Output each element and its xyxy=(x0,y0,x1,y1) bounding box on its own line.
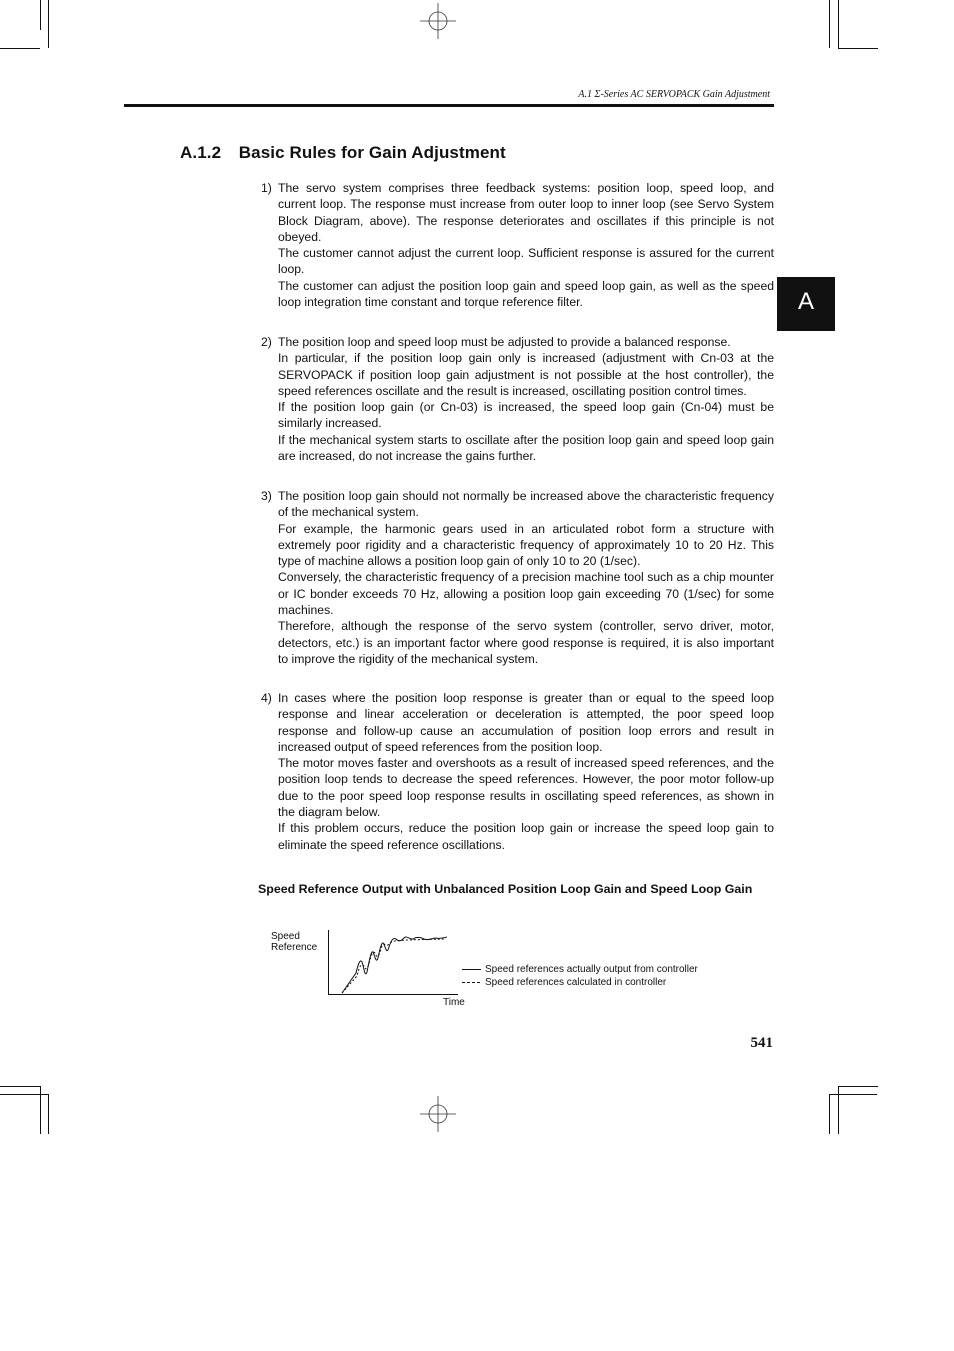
y-axis-label xyxy=(271,931,317,953)
item-number: 1) xyxy=(261,181,272,195)
item-number: 4) xyxy=(261,691,272,705)
item-paragraph: The motor moves faster and overshoots as a result of increased speed references, and the position loop tends to decrease the speed references. However, the poor motor follow-up due to the poor speed loop response results in oscillating speed references, as shown in the diagram below. xyxy=(278,756,774,820)
item-paragraph: In cases where the position loop response is greater than or equal to the speed loop response and linear acceleration or deceleration is attempted, the poor speed loop response and follow-up cause an accumulation of position loop errors and result in increased output of speed references from the position loop. xyxy=(278,691,774,754)
item-paragraph: The position loop and speed loop must be adjusted to provide a balanced response. xyxy=(278,335,731,349)
item-paragraph: If the position loop gain (or Cn-03) is increased, the speed loop gain (Cn-04) must be similarly increased. xyxy=(278,400,774,431)
running-head: A.1 Σ-Series AC SERVOPACK Gain Adjustment xyxy=(578,89,770,100)
legend-item-calculated: Speed references calculated in controller xyxy=(485,977,667,988)
rule-item-3 xyxy=(261,488,774,667)
appendix-tab: A xyxy=(777,277,835,331)
item-paragraph: In particular, if the position loop gain only is increased (adjustment with Cn-03 at the SERVOPACK if position loop gain adjustment is not possible at the host controller), the speed references oscillate and the result is increased, oscillating position control times. xyxy=(278,351,774,398)
item-paragraph: If the mechanical system starts to oscillate after the position loop gain and speed loop gain are increased, do not increase the gains further. xyxy=(278,432,774,464)
y-axis-label-line: Reference xyxy=(271,942,318,953)
section-number: A.1.2 xyxy=(180,143,222,162)
actual-output-curve xyxy=(342,937,447,993)
section-title xyxy=(180,143,506,163)
item-paragraph: The servo system comprises three feedback systems: position loop, speed loop, and current loop. The response must increase from outer loop to inner loop (see Servo System Block Diagram, above). The response deteriorates and oscillates if this principle is not obeyed. xyxy=(278,181,774,244)
item-number: 2) xyxy=(261,335,272,349)
item-paragraph: The customer cannot adjust the current loop. Sufficient response is assured for the current loop. xyxy=(278,246,774,277)
item-paragraph: The customer can adjust the position loop gain and speed loop gain, as well as the speed loop integration time constant and torque reference filter. xyxy=(278,278,774,310)
section-title-text: Basic Rules for Gain Adjustment xyxy=(238,143,506,162)
page-number: 541 xyxy=(750,1035,773,1051)
item-paragraph: The position loop gain should not normally be increased above the characteristic frequency of the mechanical system. xyxy=(278,489,774,520)
item-paragraph: For example, the harmonic gears used in an articulated robot form a structure with extremely poor rigidity and a characteristic frequency of approximately 10 to 20 Hz. This type of machine allows a position loop gain of only 10 to 20 (1/sec). xyxy=(278,521,774,569)
item-paragraph: Conversely, the characteristic frequency of a precision machine tool such as a chip mounter or IC bonder exceeds 70 Hz, allowing a position loop gain exceeding 70 (1/sec) for some machines. xyxy=(278,570,774,618)
item-paragraph: Therefore, although the response of the servo system (controller, servo driver, motor, detectors, etc.) is an important factor where good response is required, it is also important to improve the rigidity of the mechanical system. xyxy=(278,619,774,666)
y-axis-label-line: Speed xyxy=(271,931,300,942)
figure-title: Speed Reference Output with Unbalanced Position Loop Gain and Speed Loop Gain xyxy=(258,882,753,896)
rule-item-2 xyxy=(261,334,774,464)
x-axis-label: Time xyxy=(443,997,465,1008)
rule-item-4 xyxy=(261,690,774,853)
item-number: 3) xyxy=(261,489,272,503)
header-rule xyxy=(124,104,774,107)
legend-item-actual: Speed references actually output from controller xyxy=(485,964,698,975)
item-paragraph: If this problem occurs, reduce the position loop gain or increase the speed loop gain to eliminate the speed reference oscillations. xyxy=(278,821,774,852)
calculated-reference-curve xyxy=(342,939,446,993)
rule-item-1 xyxy=(261,180,774,310)
